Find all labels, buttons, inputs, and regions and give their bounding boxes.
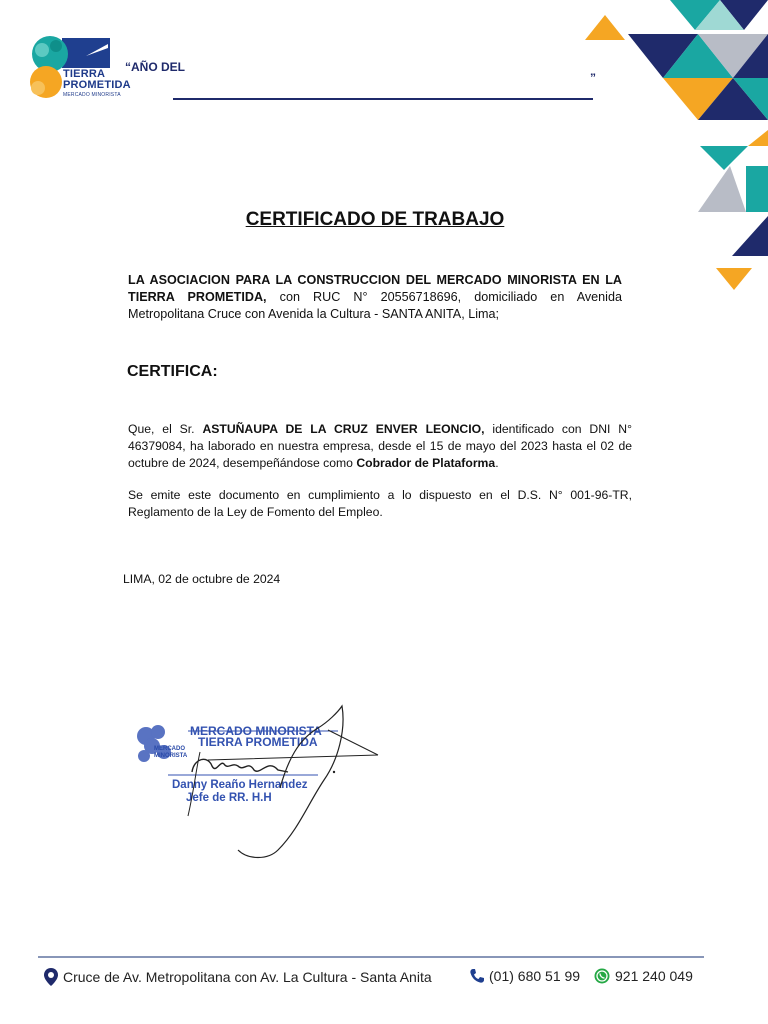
legal-paragraph: Se emite este documento en cumplimiento a lo dispuesto en el D.S. N° 001-96-TR, Reglamento de la Ley de Fomento del Empleo. bbox=[128, 488, 632, 519]
phone-icon bbox=[470, 969, 484, 983]
year-quote-close: ” bbox=[590, 71, 596, 85]
logo-text-tierra: TIERRA bbox=[63, 68, 106, 80]
header-underline bbox=[173, 98, 593, 100]
footer-phone-text: (01) 680 51 99 bbox=[489, 968, 581, 984]
issue-date: LIMA, 02 de octubre de 2024 bbox=[123, 572, 281, 586]
year-quote-open: “AÑO DEL bbox=[125, 60, 185, 74]
footer-whatsapp bbox=[594, 968, 693, 984]
certifica-heading: CERTIFICA: bbox=[127, 363, 218, 380]
footer-address-text: Cruce de Av. Metropolitana con Av. La Cultura - Santa Anita bbox=[63, 969, 432, 985]
employee-name: ASTUÑAUPA DE LA CRUZ ENVER LEONCIO, bbox=[202, 422, 485, 436]
footer-address bbox=[44, 968, 432, 986]
whatsapp-icon bbox=[594, 968, 610, 984]
stamp-line-1: MERCADO MINORISTA bbox=[190, 724, 322, 738]
employee-role: Cobrador de Plataforma bbox=[356, 456, 496, 470]
footer bbox=[44, 968, 744, 992]
association-name: LA ASOCIACION PARA LA CONSTRUCCION DEL MERCADO MINORISTA EN LA TIERRA PROMETIDA, bbox=[128, 273, 622, 304]
stamp-mini-2: MINORISTA bbox=[154, 753, 188, 759]
stamp-line-2: TIERRA PROMETIDA bbox=[198, 735, 318, 749]
decorative-triangles bbox=[580, 0, 768, 300]
signer-name: Danny Reaño Hernandez bbox=[172, 779, 308, 791]
intro-paragraph: LA ASOCIACION PARA LA CONSTRUCCION DEL MERCADO MINORISTA EN LA TIERRA PROMETIDA, con RUC N° 20556718696, domiciliado en Avenida Metropolitana Cruce con Avenida la Cultura - SANTA ANITA, Lima; bbox=[128, 273, 622, 321]
stamp-mini-1: MERCADO bbox=[154, 746, 185, 752]
location-pin-icon bbox=[44, 968, 58, 986]
logo-text-prometida: PROMETIDA bbox=[63, 79, 131, 91]
signer-role: Jefe de RR. H.H bbox=[186, 792, 272, 804]
stamp-signature bbox=[128, 700, 388, 865]
footer-whatsapp-text: 921 240 049 bbox=[615, 968, 693, 984]
certification-paragraph: Que, el Sr. ASTUÑAUPA DE LA CRUZ ENVER LEONCIO, identificado con DNI N° 46379084, ha laborado en nuestra empresa, desde el 15 de mayo del 2023 hasta el 02 de octubre de 2024, desempeñándose como Cobrador de Plataforma. bbox=[128, 422, 632, 470]
document-title: CERTIFICADO DE TRABAJO bbox=[245, 209, 505, 230]
footer-divider bbox=[38, 956, 704, 958]
footer-phone bbox=[470, 968, 580, 984]
logo-text-mercado: MERCADO MINORISTA bbox=[63, 92, 121, 98]
